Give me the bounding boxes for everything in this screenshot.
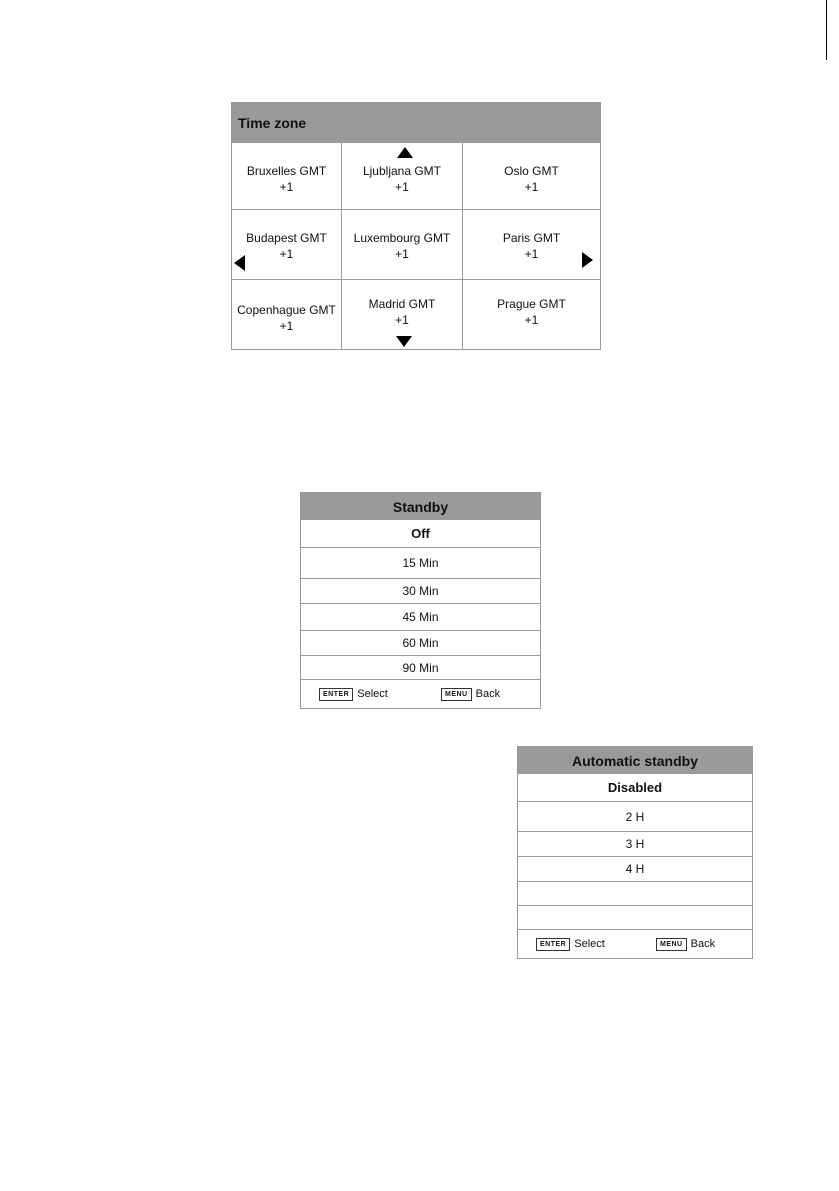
- standby-option-90-min[interactable]: 90 Min: [301, 656, 540, 680]
- standby-option-45-min[interactable]: 45 Min: [301, 604, 540, 631]
- time-zone-option-oslo[interactable]: [463, 143, 600, 210]
- standby-option-30-min[interactable]: 30 Min: [301, 579, 540, 604]
- arrow-right-icon[interactable]: [582, 252, 593, 268]
- standby-option-60-min[interactable]: 60 Min: [301, 631, 540, 656]
- back-hint[interactable]: [656, 930, 715, 958]
- time-zone-option-copenhague[interactable]: [232, 280, 342, 349]
- standby-option-off[interactable]: Off: [301, 520, 540, 548]
- enter-key-icon: ENTER: [319, 688, 353, 701]
- time-zone-offset: +1: [279, 246, 294, 261]
- automatic-standby-option-4h[interactable]: 4 H: [518, 857, 752, 882]
- time-zone-offset: +1: [279, 319, 294, 333]
- arrow-left-icon[interactable]: [234, 255, 245, 271]
- time-zone-city: Budapest GMT: [246, 230, 327, 245]
- back-label: Back: [475, 688, 501, 700]
- select-label: Select: [357, 688, 388, 700]
- time-zone-city: Oslo GMT: [504, 164, 559, 178]
- menu-key-icon: MENU: [656, 938, 687, 951]
- time-zone-city: Luxembourg GMT: [353, 230, 451, 245]
- back-label: Back: [690, 938, 716, 950]
- time-zone-city: Prague GMT: [497, 297, 566, 311]
- back-hint[interactable]: [441, 680, 500, 708]
- automatic-standby-title: Automatic standby: [518, 747, 752, 774]
- menu-key-icon: MENU: [441, 688, 472, 701]
- time-zone-city: Paris GMT: [502, 230, 561, 245]
- time-zone-offset: +1: [524, 313, 539, 327]
- select-hint[interactable]: [319, 680, 388, 708]
- time-zone-offset: +1: [395, 180, 409, 194]
- enter-key-icon: ENTER: [536, 938, 570, 951]
- time-zone-option-paris[interactable]: [463, 210, 600, 280]
- standby-title: Standby: [301, 493, 540, 520]
- time-zone-option-budapest[interactable]: [232, 210, 342, 280]
- time-zone-title: Time zone: [232, 103, 600, 143]
- automatic-standby-menu: [517, 746, 753, 959]
- time-zone-offset: +1: [279, 180, 294, 194]
- standby-option-15-min[interactable]: 15 Min: [301, 548, 540, 579]
- select-label: Select: [574, 938, 605, 950]
- arrow-down-icon[interactable]: [396, 336, 412, 347]
- time-zone-city: Madrid GMT: [368, 297, 436, 311]
- time-zone-offset: +1: [524, 180, 539, 194]
- automatic-standby-option-disabled[interactable]: Disabled: [518, 774, 752, 802]
- automatic-standby-option-2h[interactable]: 2 H: [518, 802, 752, 832]
- automatic-standby-option-3h[interactable]: 3 H: [518, 832, 752, 857]
- time-zone-panel: [231, 102, 601, 350]
- time-zone-option-prague[interactable]: [463, 280, 600, 349]
- time-zone-option-bruxelles[interactable]: [232, 143, 342, 210]
- automatic-standby-empty-row: [518, 882, 752, 906]
- automatic-standby-footer: [518, 930, 752, 958]
- standby-footer: [301, 680, 540, 708]
- time-zone-offset: +1: [524, 246, 539, 261]
- time-zone-city: Bruxelles GMT: [246, 164, 327, 178]
- time-zone-option-luxembourg[interactable]: [342, 210, 463, 280]
- automatic-standby-empty-row: [518, 906, 752, 930]
- page-edge-line: [826, 0, 827, 60]
- time-zone-offset: +1: [395, 246, 409, 261]
- time-zone-city: Ljubljana GMT: [362, 164, 442, 178]
- time-zone-city: Copenhague GMT: [237, 303, 336, 317]
- select-hint[interactable]: [536, 930, 605, 958]
- time-zone-grid: [232, 143, 600, 349]
- time-zone-offset: +1: [395, 313, 409, 327]
- standby-menu: [300, 492, 541, 709]
- arrow-up-icon[interactable]: [397, 147, 413, 158]
